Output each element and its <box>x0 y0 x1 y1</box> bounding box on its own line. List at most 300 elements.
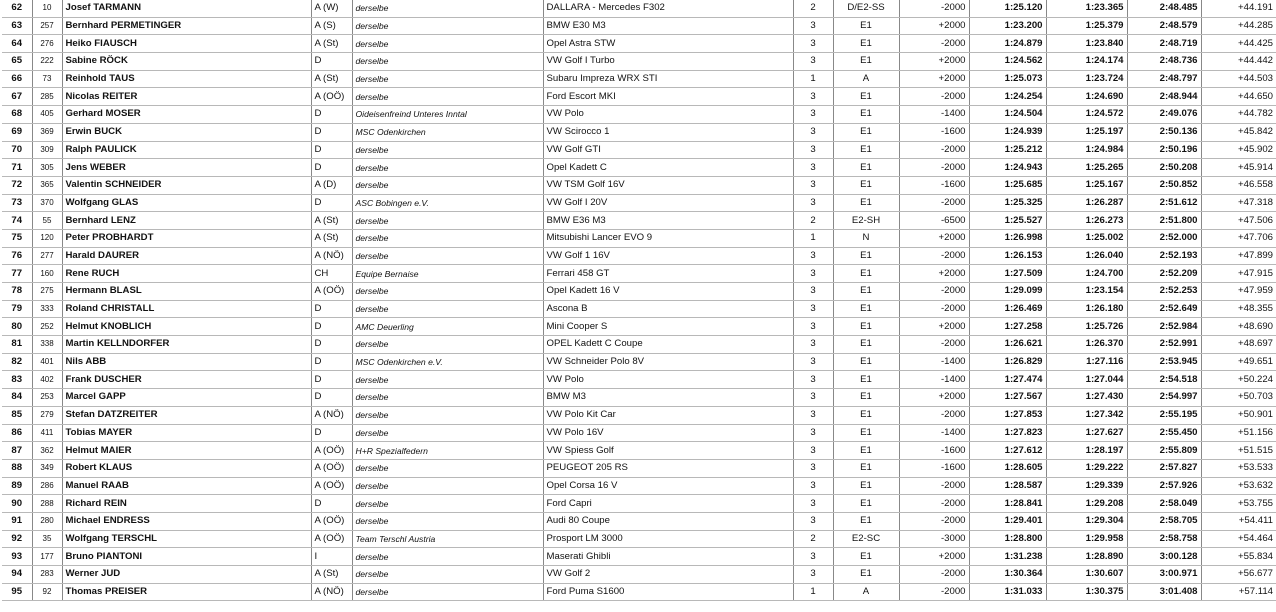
start-number-cell: 365 <box>32 176 62 194</box>
table-row <box>2 318 1276 336</box>
run2-time-cell: 1:24.690 <box>1046 88 1127 106</box>
start-number-cell: 333 <box>32 300 62 318</box>
table-row <box>2 512 1276 530</box>
total-time-cell: 2:50.208 <box>1127 159 1201 177</box>
total-time-cell: 2:52.000 <box>1127 229 1201 247</box>
nationality-cell: A (OÖ) <box>311 512 352 530</box>
gap-cell: +54.411 <box>1201 512 1276 530</box>
cubic-capacity-cell: +2000 <box>899 265 969 283</box>
gap-cell: +45.842 <box>1201 123 1276 141</box>
position-cell: 83 <box>2 371 32 389</box>
car-cell: Ford Capri <box>543 495 793 513</box>
cubic-capacity-cell: -2000 <box>899 0 969 17</box>
group-cell: E1 <box>833 300 899 318</box>
run1-time-cell: 1:27.509 <box>969 265 1046 283</box>
run1-time-cell: 1:31.238 <box>969 548 1046 566</box>
team-cell: derselbe <box>352 141 543 159</box>
class-cell: 3 <box>793 495 833 513</box>
car-cell: VW Spiess Golf <box>543 442 793 460</box>
run1-time-cell: 1:25.325 <box>969 194 1046 212</box>
nationality-cell: A (St) <box>311 70 352 88</box>
table-row <box>2 194 1276 212</box>
nationality-cell: D <box>311 424 352 442</box>
total-time-cell: 3:01.408 <box>1127 583 1201 601</box>
driver-name-cell: Michael ENDRESS <box>62 512 311 530</box>
group-cell: E1 <box>833 194 899 212</box>
run1-time-cell: 1:30.364 <box>969 566 1046 584</box>
table-row <box>2 106 1276 124</box>
position-cell: 71 <box>2 159 32 177</box>
class-cell: 1 <box>793 70 833 88</box>
group-cell: E1 <box>833 566 899 584</box>
nationality-cell: A (S) <box>311 17 352 35</box>
car-cell: Prosport LM 3000 <box>543 530 793 548</box>
group-cell: D/E2-SS <box>833 0 899 17</box>
driver-name-cell: Thomas PREISER <box>62 583 311 601</box>
gap-cell: +47.959 <box>1201 283 1276 301</box>
run1-time-cell: 1:28.605 <box>969 459 1046 477</box>
table-row <box>2 583 1276 601</box>
position-cell: 67 <box>2 88 32 106</box>
position-cell: 65 <box>2 53 32 71</box>
run1-time-cell: 1:26.998 <box>969 229 1046 247</box>
start-number-cell: 73 <box>32 70 62 88</box>
total-time-cell: 2:58.758 <box>1127 530 1201 548</box>
table-row <box>2 141 1276 159</box>
group-cell: E1 <box>833 353 899 371</box>
class-cell: 3 <box>793 283 833 301</box>
run2-time-cell: 1:25.167 <box>1046 176 1127 194</box>
driver-name-cell: Stefan DATZREITER <box>62 406 311 424</box>
start-number-cell: 288 <box>32 495 62 513</box>
cubic-capacity-cell: -2000 <box>899 159 969 177</box>
run1-time-cell: 1:26.153 <box>969 247 1046 265</box>
cubic-capacity-cell: -2000 <box>899 283 969 301</box>
class-cell: 3 <box>793 512 833 530</box>
cubic-capacity-cell: +2000 <box>899 53 969 71</box>
car-cell: VW Polo Kit Car <box>543 406 793 424</box>
run1-time-cell: 1:28.587 <box>969 477 1046 495</box>
nationality-cell: D <box>311 389 352 407</box>
nationality-cell: D <box>311 194 352 212</box>
run2-time-cell: 1:25.197 <box>1046 123 1127 141</box>
gap-cell: +53.533 <box>1201 459 1276 477</box>
total-time-cell: 2:50.196 <box>1127 141 1201 159</box>
class-cell: 3 <box>793 247 833 265</box>
gap-cell: +46.558 <box>1201 176 1276 194</box>
team-cell: derselbe <box>352 176 543 194</box>
group-cell: E1 <box>833 477 899 495</box>
run2-time-cell: 1:29.208 <box>1046 495 1127 513</box>
gap-cell: +47.899 <box>1201 247 1276 265</box>
total-time-cell: 2:52.991 <box>1127 336 1201 354</box>
class-cell: 3 <box>793 424 833 442</box>
run2-time-cell: 1:29.304 <box>1046 512 1127 530</box>
table-row <box>2 336 1276 354</box>
total-time-cell: 2:53.945 <box>1127 353 1201 371</box>
group-cell: E1 <box>833 371 899 389</box>
gap-cell: +51.156 <box>1201 424 1276 442</box>
class-cell: 3 <box>793 459 833 477</box>
results-body <box>2 0 1276 601</box>
nationality-cell: A (St) <box>311 229 352 247</box>
run1-time-cell: 1:29.099 <box>969 283 1046 301</box>
position-cell: 64 <box>2 35 32 53</box>
team-cell: Oideisenfreind Unteres Inntal <box>352 106 543 124</box>
car-cell: Audi 80 Coupe <box>543 512 793 530</box>
table-row <box>2 495 1276 513</box>
driver-name-cell: Gerhard MOSER <box>62 106 311 124</box>
cubic-capacity-cell: +2000 <box>899 70 969 88</box>
run2-time-cell: 1:28.890 <box>1046 548 1127 566</box>
table-row <box>2 53 1276 71</box>
gap-cell: +56.677 <box>1201 566 1276 584</box>
class-cell: 3 <box>793 406 833 424</box>
position-cell: 91 <box>2 512 32 530</box>
run1-time-cell: 1:27.853 <box>969 406 1046 424</box>
gap-cell: +44.191 <box>1201 0 1276 17</box>
car-cell: Ford Puma S1600 <box>543 583 793 601</box>
table-row <box>2 159 1276 177</box>
driver-name-cell: Roland CHRISTALL <box>62 300 311 318</box>
cubic-capacity-cell: +2000 <box>899 229 969 247</box>
run2-time-cell: 1:26.287 <box>1046 194 1127 212</box>
start-number-cell: 285 <box>32 88 62 106</box>
class-cell: 2 <box>793 212 833 230</box>
car-cell: Ascona B <box>543 300 793 318</box>
driver-name-cell: Manuel RAAB <box>62 477 311 495</box>
car-cell: Opel Astra STW <box>543 35 793 53</box>
run1-time-cell: 1:24.254 <box>969 88 1046 106</box>
class-cell: 3 <box>793 53 833 71</box>
class-cell: 3 <box>793 123 833 141</box>
nationality-cell: A (OÖ) <box>311 530 352 548</box>
total-time-cell: 2:50.136 <box>1127 123 1201 141</box>
position-cell: 63 <box>2 17 32 35</box>
class-cell: 3 <box>793 442 833 460</box>
nationality-cell: D <box>311 353 352 371</box>
car-cell: PEUGEOT 205 RS <box>543 459 793 477</box>
cubic-capacity-cell: -2000 <box>899 141 969 159</box>
car-cell: Opel Kadett 16 V <box>543 283 793 301</box>
class-cell: 3 <box>793 106 833 124</box>
driver-name-cell: Rene RUCH <box>62 265 311 283</box>
driver-name-cell: Helmut MAIER <box>62 442 311 460</box>
total-time-cell: 2:48.485 <box>1127 0 1201 17</box>
total-time-cell: 2:48.944 <box>1127 88 1201 106</box>
team-cell: derselbe <box>352 495 543 513</box>
run1-time-cell: 1:27.258 <box>969 318 1046 336</box>
team-cell: MSC Odenkirchen <box>352 123 543 141</box>
driver-name-cell: Josef TARMANN <box>62 0 311 17</box>
cubic-capacity-cell: -1600 <box>899 459 969 477</box>
nationality-cell: D <box>311 336 352 354</box>
cubic-capacity-cell: -2000 <box>899 406 969 424</box>
total-time-cell: 2:58.705 <box>1127 512 1201 530</box>
total-time-cell: 2:55.195 <box>1127 406 1201 424</box>
total-time-cell: 2:55.450 <box>1127 424 1201 442</box>
gap-cell: +44.782 <box>1201 106 1276 124</box>
total-time-cell: 2:51.800 <box>1127 212 1201 230</box>
table-row <box>2 176 1276 194</box>
cubic-capacity-cell: -1600 <box>899 442 969 460</box>
position-cell: 74 <box>2 212 32 230</box>
run2-time-cell: 1:27.627 <box>1046 424 1127 442</box>
gap-cell: +44.503 <box>1201 70 1276 88</box>
table-row <box>2 530 1276 548</box>
total-time-cell: 2:55.809 <box>1127 442 1201 460</box>
run1-time-cell: 1:28.841 <box>969 495 1046 513</box>
team-cell: Team Terschl Austria <box>352 530 543 548</box>
total-time-cell: 2:52.253 <box>1127 283 1201 301</box>
cubic-capacity-cell: -1600 <box>899 176 969 194</box>
results-table <box>2 0 1276 601</box>
driver-name-cell: Richard REIN <box>62 495 311 513</box>
start-number-cell: 222 <box>32 53 62 71</box>
run2-time-cell: 1:26.273 <box>1046 212 1127 230</box>
run1-time-cell: 1:24.504 <box>969 106 1046 124</box>
run2-time-cell: 1:26.370 <box>1046 336 1127 354</box>
table-row <box>2 548 1276 566</box>
team-cell: derselbe <box>352 17 543 35</box>
run2-time-cell: 1:23.724 <box>1046 70 1127 88</box>
nationality-cell: A (NÖ) <box>311 247 352 265</box>
gap-cell: +49.651 <box>1201 353 1276 371</box>
position-cell: 84 <box>2 389 32 407</box>
table-row <box>2 371 1276 389</box>
car-cell: VW Golf I Turbo <box>543 53 793 71</box>
nationality-cell: A (St) <box>311 566 352 584</box>
group-cell: E1 <box>833 318 899 336</box>
car-cell: OPEL Kadett C Coupe <box>543 336 793 354</box>
nationality-cell: A (OÖ) <box>311 477 352 495</box>
team-cell: derselbe <box>352 424 543 442</box>
group-cell: E1 <box>833 424 899 442</box>
cubic-capacity-cell: +2000 <box>899 17 969 35</box>
class-cell: 3 <box>793 566 833 584</box>
car-cell: Subaru Impreza WRX STI <box>543 70 793 88</box>
team-cell: derselbe <box>352 300 543 318</box>
run2-time-cell: 1:25.265 <box>1046 159 1127 177</box>
team-cell: derselbe <box>352 229 543 247</box>
run2-time-cell: 1:23.365 <box>1046 0 1127 17</box>
gap-cell: +53.632 <box>1201 477 1276 495</box>
car-cell: DALLARA - Mercedes F302 <box>543 0 793 17</box>
cubic-capacity-cell: -1400 <box>899 424 969 442</box>
position-cell: 80 <box>2 318 32 336</box>
car-cell: VW Schneider Polo 8V <box>543 353 793 371</box>
run2-time-cell: 1:24.700 <box>1046 265 1127 283</box>
run1-time-cell: 1:31.033 <box>969 583 1046 601</box>
gap-cell: +44.650 <box>1201 88 1276 106</box>
gap-cell: +51.515 <box>1201 442 1276 460</box>
start-number-cell: 35 <box>32 530 62 548</box>
nationality-cell: D <box>311 141 352 159</box>
gap-cell: +48.697 <box>1201 336 1276 354</box>
cubic-capacity-cell: -1400 <box>899 353 969 371</box>
table-row <box>2 212 1276 230</box>
run2-time-cell: 1:30.607 <box>1046 566 1127 584</box>
team-cell: derselbe <box>352 459 543 477</box>
team-cell: derselbe <box>352 53 543 71</box>
gap-cell: +48.355 <box>1201 300 1276 318</box>
team-cell: Equipe Bernaise <box>352 265 543 283</box>
gap-cell: +50.224 <box>1201 371 1276 389</box>
group-cell: E1 <box>833 283 899 301</box>
team-cell: AMC Deuerling <box>352 318 543 336</box>
team-cell: derselbe <box>352 35 543 53</box>
gap-cell: +55.834 <box>1201 548 1276 566</box>
group-cell: E1 <box>833 35 899 53</box>
driver-name-cell: Sabine RÖCK <box>62 53 311 71</box>
group-cell: E1 <box>833 88 899 106</box>
team-cell: MSC Odenkirchen e.V. <box>352 353 543 371</box>
nationality-cell: D <box>311 300 352 318</box>
group-cell: A <box>833 583 899 601</box>
start-number-cell: 257 <box>32 17 62 35</box>
gap-cell: +44.425 <box>1201 35 1276 53</box>
cubic-capacity-cell: -2000 <box>899 566 969 584</box>
position-cell: 87 <box>2 442 32 460</box>
class-cell: 1 <box>793 229 833 247</box>
total-time-cell: 3:00.128 <box>1127 548 1201 566</box>
run2-time-cell: 1:27.044 <box>1046 371 1127 389</box>
position-cell: 92 <box>2 530 32 548</box>
cubic-capacity-cell: -1400 <box>899 106 969 124</box>
start-number-cell: 280 <box>32 512 62 530</box>
group-cell: E1 <box>833 442 899 460</box>
group-cell: E1 <box>833 141 899 159</box>
total-time-cell: 2:57.926 <box>1127 477 1201 495</box>
position-cell: 73 <box>2 194 32 212</box>
nationality-cell: A (NÖ) <box>311 583 352 601</box>
driver-name-cell: Valentin SCHNEIDER <box>62 176 311 194</box>
table-row <box>2 353 1276 371</box>
car-cell: VW Golf 2 <box>543 566 793 584</box>
run2-time-cell: 1:23.154 <box>1046 283 1127 301</box>
position-cell: 68 <box>2 106 32 124</box>
gap-cell: +50.901 <box>1201 406 1276 424</box>
class-cell: 3 <box>793 318 833 336</box>
gap-cell: +47.506 <box>1201 212 1276 230</box>
run2-time-cell: 1:29.958 <box>1046 530 1127 548</box>
nationality-cell: A (W) <box>311 0 352 17</box>
car-cell: VW Polo <box>543 371 793 389</box>
driver-name-cell: Werner JUD <box>62 566 311 584</box>
table-row <box>2 424 1276 442</box>
nationality-cell: D <box>311 495 352 513</box>
run2-time-cell: 1:24.174 <box>1046 53 1127 71</box>
driver-name-cell: Bruno PIANTONI <box>62 548 311 566</box>
driver-name-cell: Bernhard PERMETINGER <box>62 17 311 35</box>
car-cell: VW Polo <box>543 106 793 124</box>
group-cell: E1 <box>833 406 899 424</box>
position-cell: 77 <box>2 265 32 283</box>
car-cell: VW Golf 1 16V <box>543 247 793 265</box>
position-cell: 86 <box>2 424 32 442</box>
car-cell: VW Golf GTI <box>543 141 793 159</box>
run1-time-cell: 1:24.939 <box>969 123 1046 141</box>
start-number-cell: 252 <box>32 318 62 336</box>
driver-name-cell: Tobias MAYER <box>62 424 311 442</box>
car-cell: VW TSM Golf 16V <box>543 176 793 194</box>
table-row <box>2 442 1276 460</box>
total-time-cell: 2:58.049 <box>1127 495 1201 513</box>
driver-name-cell: Jens WEBER <box>62 159 311 177</box>
nationality-cell: A (OÖ) <box>311 459 352 477</box>
start-number-cell: 401 <box>32 353 62 371</box>
total-time-cell: 2:48.719 <box>1127 35 1201 53</box>
table-row <box>2 70 1276 88</box>
class-cell: 3 <box>793 336 833 354</box>
cubic-capacity-cell: -2000 <box>899 336 969 354</box>
group-cell: E2-SH <box>833 212 899 230</box>
group-cell: E2-SC <box>833 530 899 548</box>
run1-time-cell: 1:27.823 <box>969 424 1046 442</box>
total-time-cell: 2:52.649 <box>1127 300 1201 318</box>
team-cell: H+R Spezialfedern <box>352 442 543 460</box>
nationality-cell: D <box>311 318 352 336</box>
nationality-cell: I <box>311 548 352 566</box>
driver-name-cell: Peter PROBHARDT <box>62 229 311 247</box>
run1-time-cell: 1:26.469 <box>969 300 1046 318</box>
gap-cell: +47.318 <box>1201 194 1276 212</box>
cubic-capacity-cell: -2000 <box>899 495 969 513</box>
group-cell: A <box>833 70 899 88</box>
run2-time-cell: 1:26.180 <box>1046 300 1127 318</box>
class-cell: 3 <box>793 353 833 371</box>
nationality-cell: A (St) <box>311 212 352 230</box>
class-cell: 1 <box>793 583 833 601</box>
nationality-cell: D <box>311 53 352 71</box>
nationality-cell: A (NÖ) <box>311 406 352 424</box>
class-cell: 3 <box>793 141 833 159</box>
run2-time-cell: 1:27.430 <box>1046 389 1127 407</box>
start-number-cell: 338 <box>32 336 62 354</box>
run2-time-cell: 1:24.572 <box>1046 106 1127 124</box>
table-row <box>2 406 1276 424</box>
class-cell: 3 <box>793 88 833 106</box>
position-cell: 94 <box>2 566 32 584</box>
nationality-cell: D <box>311 123 352 141</box>
team-cell: derselbe <box>352 88 543 106</box>
start-number-cell: 305 <box>32 159 62 177</box>
team-cell: derselbe <box>352 406 543 424</box>
total-time-cell: 2:48.579 <box>1127 17 1201 35</box>
group-cell: E1 <box>833 176 899 194</box>
start-number-cell: 370 <box>32 194 62 212</box>
driver-name-cell: Wolfgang GLAS <box>62 194 311 212</box>
gap-cell: +48.690 <box>1201 318 1276 336</box>
team-cell: derselbe <box>352 512 543 530</box>
run2-time-cell: 1:28.197 <box>1046 442 1127 460</box>
group-cell: E1 <box>833 495 899 513</box>
class-cell: 3 <box>793 300 833 318</box>
total-time-cell: 2:48.797 <box>1127 70 1201 88</box>
gap-cell: +45.902 <box>1201 141 1276 159</box>
car-cell: Ferrari 458 GT <box>543 265 793 283</box>
total-time-cell: 2:52.209 <box>1127 265 1201 283</box>
total-time-cell: 2:52.193 <box>1127 247 1201 265</box>
class-cell: 2 <box>793 0 833 17</box>
run1-time-cell: 1:26.621 <box>969 336 1046 354</box>
run1-time-cell: 1:28.800 <box>969 530 1046 548</box>
run1-time-cell: 1:23.200 <box>969 17 1046 35</box>
team-cell: derselbe <box>352 477 543 495</box>
group-cell: N <box>833 229 899 247</box>
run1-time-cell: 1:29.401 <box>969 512 1046 530</box>
driver-name-cell: Wolfgang TERSCHL <box>62 530 311 548</box>
